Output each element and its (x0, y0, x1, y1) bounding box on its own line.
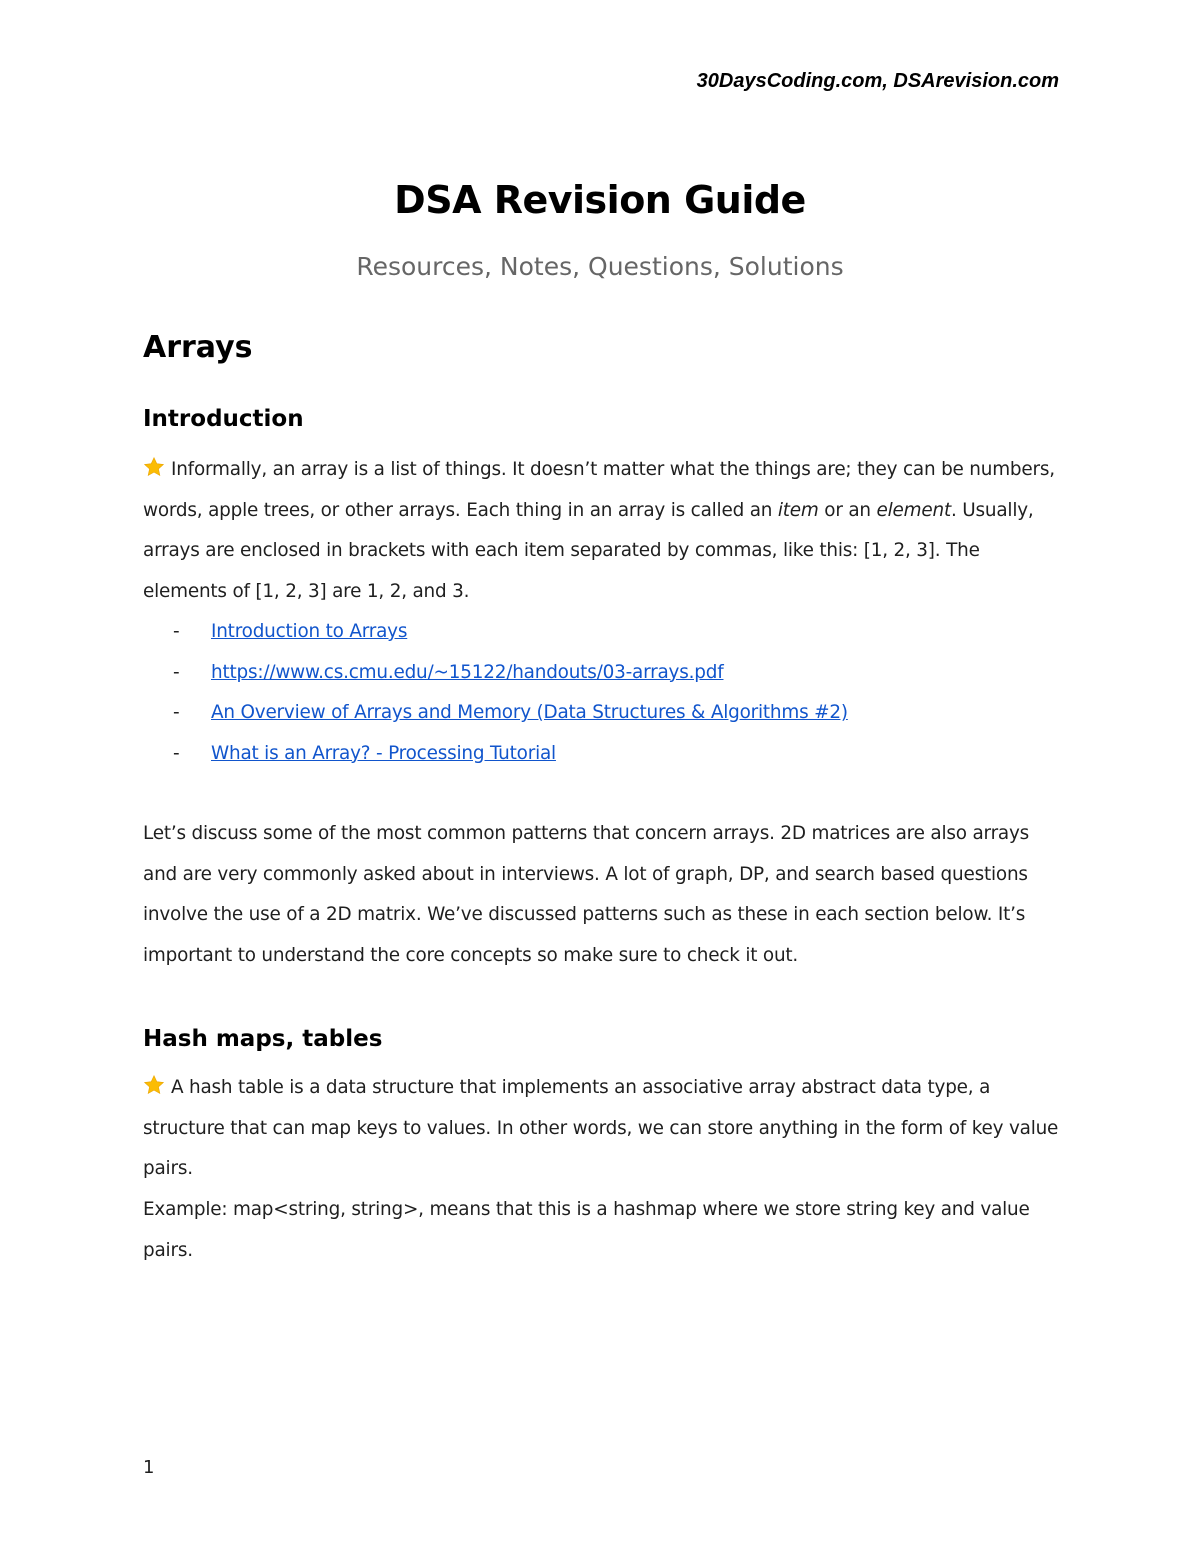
hashmaps-text: A hash table is a data structure that implements an associative array abstract data type, a structure that can map keys to values. In other words, we can store anything in the form of key value pairs. (143, 1077, 1059, 1180)
document-subtitle: Resources, Notes, Questions, Solutions (356, 252, 844, 281)
link-introduction-to-arrays[interactable]: Introduction to Arrays (211, 621, 408, 642)
intro-text-part-1: Informally, an array is a list of things. It doesn’t matter what the things are; they can be numbers, words, apple trees, or other arrays. Each thing in an array is called an (143, 459, 1055, 521)
list-item (173, 734, 848, 775)
list-item (173, 653, 848, 694)
header-brand: 30DaysCoding.com, DSArevision.com (696, 70, 1059, 92)
star-icon (143, 1074, 165, 1096)
link-cmu-arrays-pdf[interactable]: https://www.cs.cmu.edu/~15122/handouts/03-arrays.pdf (211, 661, 724, 683)
list-bullet: - (173, 742, 180, 764)
arrays-heading: Arrays (143, 330, 253, 365)
patterns-paragraph: Let’s discuss some of the most common patterns that concern arrays. 2D matrices are also arrays and are very commonly asked about in interviews. A lot of graph, DP, and search based questions involve the use of a 2D matrix. We’ve discussed patterns such as these in each section below. It’s important to understand the core concepts so make sure to check it out. (143, 823, 1030, 966)
hashmaps-example: Example: map<string, string>, means that this is a hashmap where we store string key and value pairs. (143, 1199, 1030, 1261)
resource-links-list (173, 612, 848, 774)
link-what-is-an-array[interactable]: What is an Array? - Processing Tutorial (211, 742, 556, 764)
list-item (173, 693, 848, 734)
page-number: 1 (143, 1457, 155, 1478)
introduction-heading: Introduction (143, 406, 304, 432)
intro-text-part-3: . Usually, arrays are enclosed in brackets with each item separated by commas, like this: [1, 2, 3]. The elements of [1, 2, 3] are 1, 2, and 3. (143, 499, 1034, 602)
document-title: DSA Revision Guide (394, 178, 806, 222)
list-bullet: - (173, 621, 180, 642)
introduction-paragraph (143, 450, 1063, 612)
intro-text-part-2: or an (818, 499, 877, 521)
hashmaps-paragraph (143, 1068, 1063, 1190)
hashmaps-heading: Hash maps, tables (143, 1026, 383, 1052)
list-item (173, 612, 848, 653)
intro-em-element: element (876, 499, 951, 521)
intro-em-item: item (777, 499, 819, 521)
list-bullet: - (173, 702, 180, 724)
list-bullet: - (173, 661, 180, 683)
star-icon (143, 456, 165, 478)
link-overview-arrays-memory[interactable]: An Overview of Arrays and Memory (Data Structures & Algorithms #2) (211, 702, 848, 724)
